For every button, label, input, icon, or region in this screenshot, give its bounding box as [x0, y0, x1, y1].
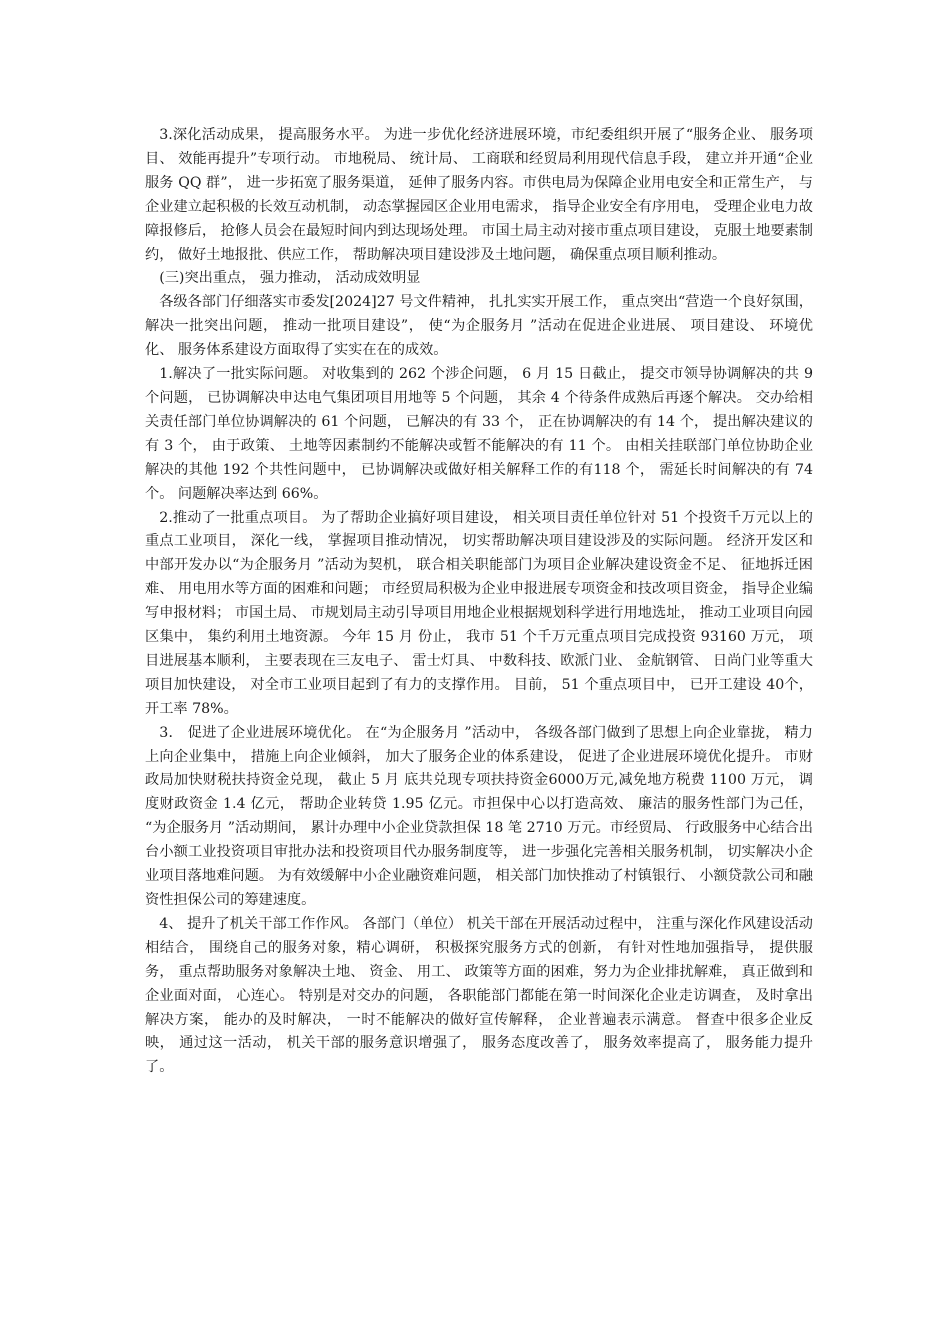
- paragraph-key-projects: 2.推动了一批重点项目。 为了帮助企业搞好项目建设， 相关项目责任单位针对 51 个投资千万元以上的重点工业项目， 深化一线， 掌握项目推动情况， 切实帮助解决项目建设涉及的实际问题。 经济开发区和中部开发办以“为企服务月 ”活动为契机， 联合相关职能部门为项目企业解决建设资金不足、 征地拆迁困难、 用电用水等方面的困难和问题； 市经贸局积极为企业申报进展专项资金和技改项目资金， 指导企业编写申报材料； 市国土局、 市规划局主动引导项目用地企业根据规划科学进行用地选址， 推动工业项目向园区集中， 集约利用土地资源。 今年 15 月 份止， 我市 51 个千万元重点项目完成投资 93160 万元， 项目进展基本顺利， 主要表现在三友电子、 雷士灯具、 中数科技、欧派门业、 金航钢管、 日尚门业等重大项目加快建设， 对全市工业项目起到了有力的支撑作用。 目前， 51 个重点项目中， 已开工建设 40个， 开工率 78%。: [145, 509, 813, 717]
- paragraph-work-style-improvement: 4、 提升了机关干部工作作风。 各部门（单位） 机关干部在开展活动过程中， 注重与深化作风建设活动相结合， 围绕自己的服务对象，精心调研， 积极探究服务方式的创新， 有针对性地加强指导， 提供服务， 重点帮助服务对象解决土地、 资金、 用工、 政策等方面的困难，努力为企业排扰解难， 真正做到和企业面对面， 心连心。 特别是对交办的问题， 各职能部门都能在第一时间深化企业走访调查， 及时拿出解决方案， 能办的及时解决， 一时不能解决的做好宣传解释， 企业普遍表示满意。 督查中很多企业反映， 通过这一活动， 机关干部的服务意识增强了， 服务态度改善了， 服务效率提高了， 服务能力提升了。: [145, 915, 813, 1076]
- paragraph-deepen-activity-results: 3.深化活动成果， 提高服务水平。 为进一步优化经济进展环境，市纪委组织开展了“服务企业、 服务项目、 效能再提升”专项行动。 市地税局、 统计局、 工商联和经贸局利用现代信息手段， 建立并开通“企业服务 QQ 群”， 进一步拓宽了服务渠道， 延伸了服务内容。市供电局为保障企业用电安全和正常生产， 与企业建立起积极的长效互动机制， 动态掌握园区企业用电需求， 指导企业安全有序用电， 受理企业电力故障报修后， 抢修人员会在最短时间内到达现场处理。 市国土局主动对接市重点项目建设， 克服土地要素制约， 做好土地报批、供应工作， 帮助解决项目建设涉及土地问题， 确保重点项目顺利推动。: [145, 127, 813, 263]
- paragraph-solved-practical-problems: 1.解决了一批实际问题。 对收集到的 262 个涉企问题， 6 月 15 日截止， 提交市领导协调解决的共 9 个问题， 已协调解决申达电气集团项目用地等 5 个问题， 其余 4 个待条件成熟后再逐个解决。 交办给相关责任部门单位协调解决的 61 个问题， 已解决的有 33 个， 正在协调解决的有 14 个， 提出解决建议的有 3 个， 由于政策、 土地等因素制约不能解决或暂不能解决的有 11 个。 由相关挂联部门单位协助企业解决的其他 192 个共性问题中， 已协调解决或做好相关解释工作的有118 个， 需延长时间解决的有 74 个。 问题解决率达到 66%。: [145, 366, 813, 502]
- section-heading-highlight-priorities: (三)突出重点， 强力推动， 活动成效明显: [159, 270, 421, 287]
- paragraph-environment-optimization: 3． 促进了企业进展环境优化。 在“为企服务月 ”活动中， 各级各部门做到了思想上向企业靠拢， 精力上向企业集中， 措施上向企业倾斜， 加大了服务企业的体系建设， 促进了企业进展环境优化提升。 市财政局加快财税扶持资金兑现， 截止 5 月 底共兑现专项扶持资金6000万元,减免地方税费 1100 万元， 调度财政资金 1.4 亿元， 帮助企业转贷 1.95 亿元。市担保中心以打造高效、 廉洁的服务性部门为己任， “为企服务月 ”活动期间， 累计办理中小企业贷款担保 18 笔 2710 万元。市经贸局、 行政服务中心结合出台小额工业投资项目审批办法和投资项目代办服务制度等， 进一步强化完善相关服务机制， 切实解决小企业项目落地难问题。 为有效缓解中小企业融资难问题， 相关部门加快推动了村镇银行、 小额贷款公司和融资性担保公司的筹建速度。: [145, 724, 813, 908]
- document-page: [145, 124, 813, 1080]
- paragraph-implement-document-spirit: 各级各部门仔细落实市委发[2024]27 号文件精神， 扎扎实实开展工作， 重点突出“营造一个良好氛围， 解决一批突出问题， 推动一批项目建设”， 使“为企服务月 ”活动在促进企业进展、 项目建设、 环境优化、 服务体系建设方面取得了实实在在的成效。: [145, 294, 813, 359]
